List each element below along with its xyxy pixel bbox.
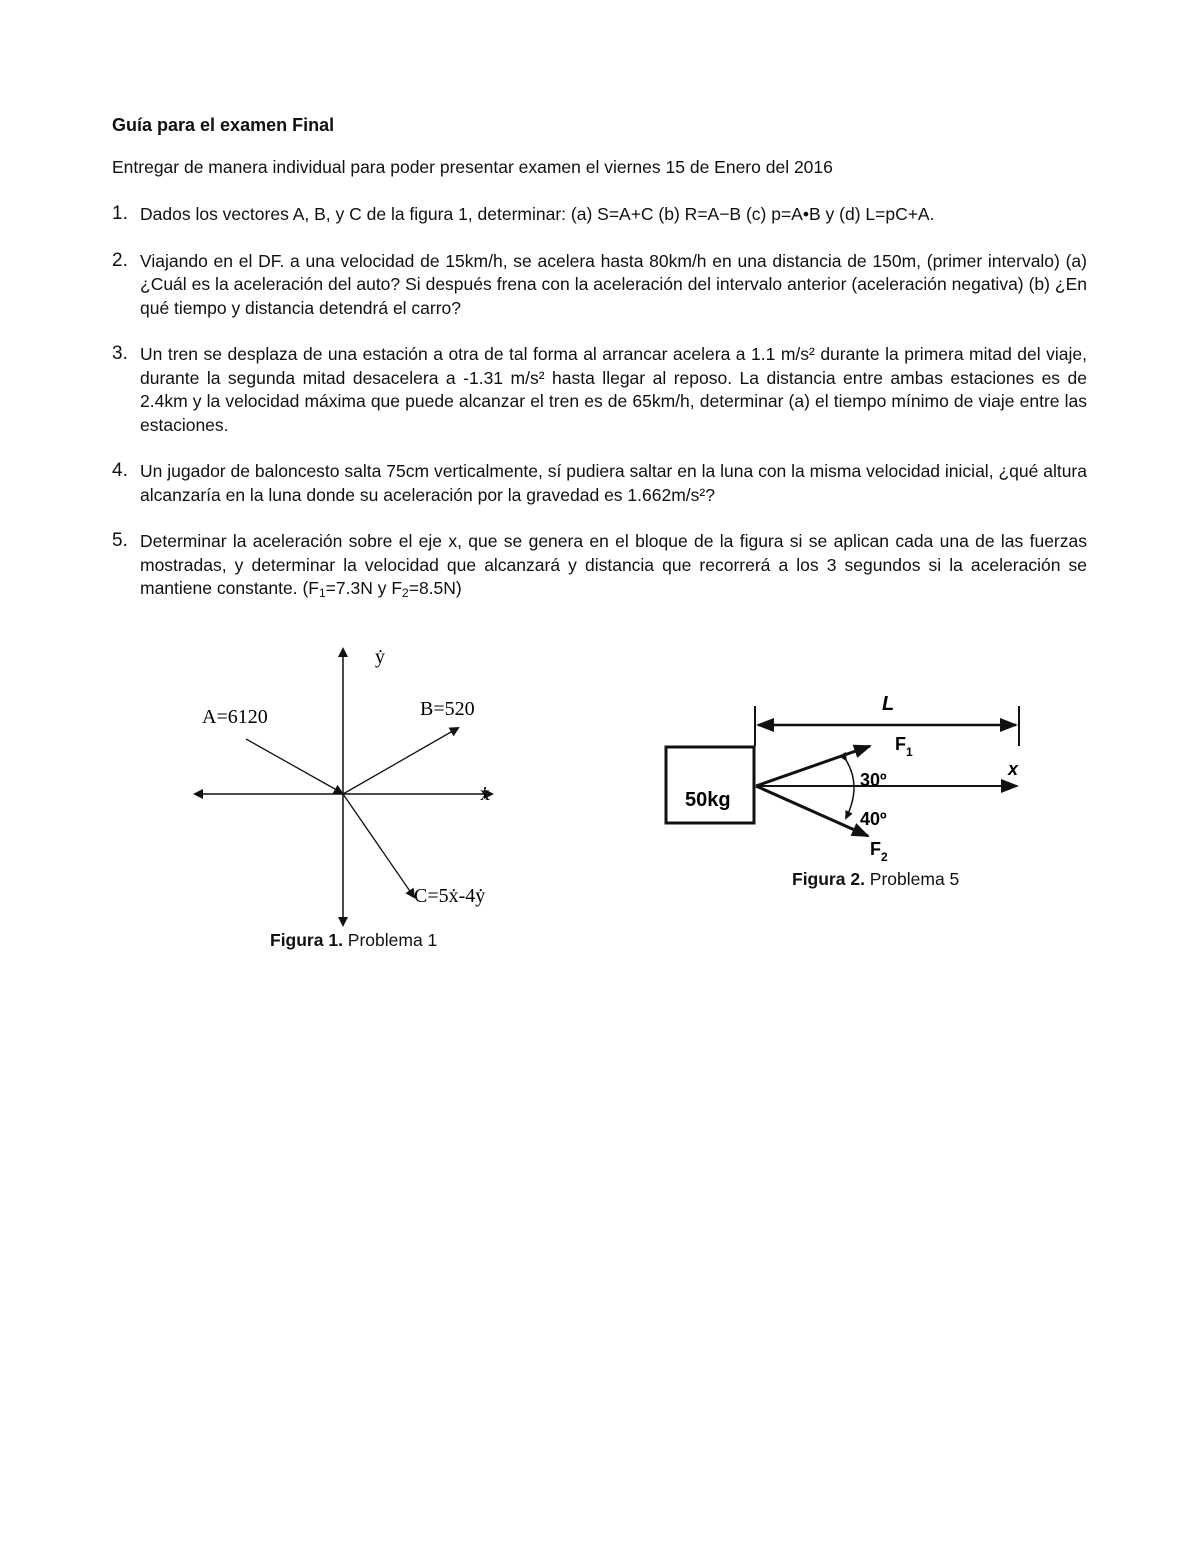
problem-item [112,250,1087,321]
problem-text: Viajando en el DF. a una velocidad de 15km/h, se acelera hasta 80km/h en una distancia de 150m, (primer intervalo) (a) ¿Cuál es la aceleración del auto? Si después frena con la aceleración del intervalo anterior (aceleración negativa) (b) ¿En qué tiempo y distancia detendrá el carro? [140,250,1087,318]
problem-item [112,203,1087,227]
figure-2-caption [792,869,959,890]
length-label: L [882,693,895,715]
problem-item [112,460,1087,507]
force-2-arrow [756,786,868,836]
problem-number: 2. [112,249,128,271]
vector-a-label: A=6120 [202,706,268,728]
force1-subscript: 1 [318,586,326,600]
problem-text-end: =8.5N) [408,578,462,598]
problem-item [112,530,1087,603]
problem-number: 3. [112,343,128,364]
angle-arc [846,760,854,818]
angle-2-label: 40º [860,809,887,829]
figure-1-caption [270,930,437,951]
vector-a [246,739,342,793]
problem-item [112,343,1087,437]
figure-2-caption-label: Figura 2. [792,869,865,889]
page-title: Guía para el examen Final [112,115,335,135]
figure-1-caption-text: Problema 1 [342,930,438,950]
force-2-label: $F_2$ [870,839,888,864]
mass-block [666,747,754,823]
problem-text-mid: =7.3N y F [325,578,403,598]
force-1-label: $F_1$ [895,734,913,759]
problem-text: Un tren se desplaza de una estación a otra de tal forma al arrancar acelera a 1.1 m/s² durante la primera mitad del viaje, durante la segunda mitad desacelera a -1.31 m/s² hasta llegar al reposo. La distancia entre ambas estaciones es de 2.4km y la velocidad máxima que puede alcanzar el tren es de 65km/h, determinar (a) el tiempo mínimo de viaje entre las estaciones. [140,344,1087,435]
figure-1-caption-label: Figura 1. [270,930,343,950]
problem-text-main: Determinar la aceleración sobre el eje x, que se genera en el bloque de la figura si se aplican cada una de las fuerzas mostradas, y determinar la velocidad que alcanzará y distancia que recorrerá a los 3 segundos si la aceleración se mantiene constante. (F [140,531,1087,598]
vector-b [343,728,458,794]
problem-number: 4. [112,460,128,481]
angle-1-label: 30º [860,770,887,790]
problem-number: 1. [112,203,128,224]
x-axis-label: ẋ [480,783,490,805]
problem-text [140,530,1087,603]
y-axis-label: ẏ [375,646,385,668]
problem-text: Un jugador de baloncesto salta 75cm verticalmente, sí pudiera saltar en la luna con la misma velocidad inicial, ¿qué altura alcanzaría en la luna donde su aceleración por la gravedad es 1.662m/s²? [140,461,1087,505]
vector-c-label: C=5ẋ-4ẏ [414,885,486,907]
x-axis-label: x [1008,759,1019,779]
force2-subscript: 2 [402,586,409,600]
figure-1-vector-diagram [180,635,520,935]
problem-list [112,203,1087,626]
figure-2-caption-text: Problema 5 [864,869,960,889]
figure-2-force-diagram [660,688,1110,868]
problem-text: Dados los vectores A, B, y C de la figura 1, determinar: (a) S=A+C (b) R=A−B (c) p=A•B y (d) L=pC+A. [140,204,935,224]
mass-label: 50kg [685,789,731,811]
problem-number: 5. [112,530,128,551]
vector-b-label: B=520 [420,698,475,720]
vector-c [343,794,414,897]
intro-text: Entregar de manera individual para poder presentar examen el viernes 15 de Enero del 2016 [112,157,833,177]
